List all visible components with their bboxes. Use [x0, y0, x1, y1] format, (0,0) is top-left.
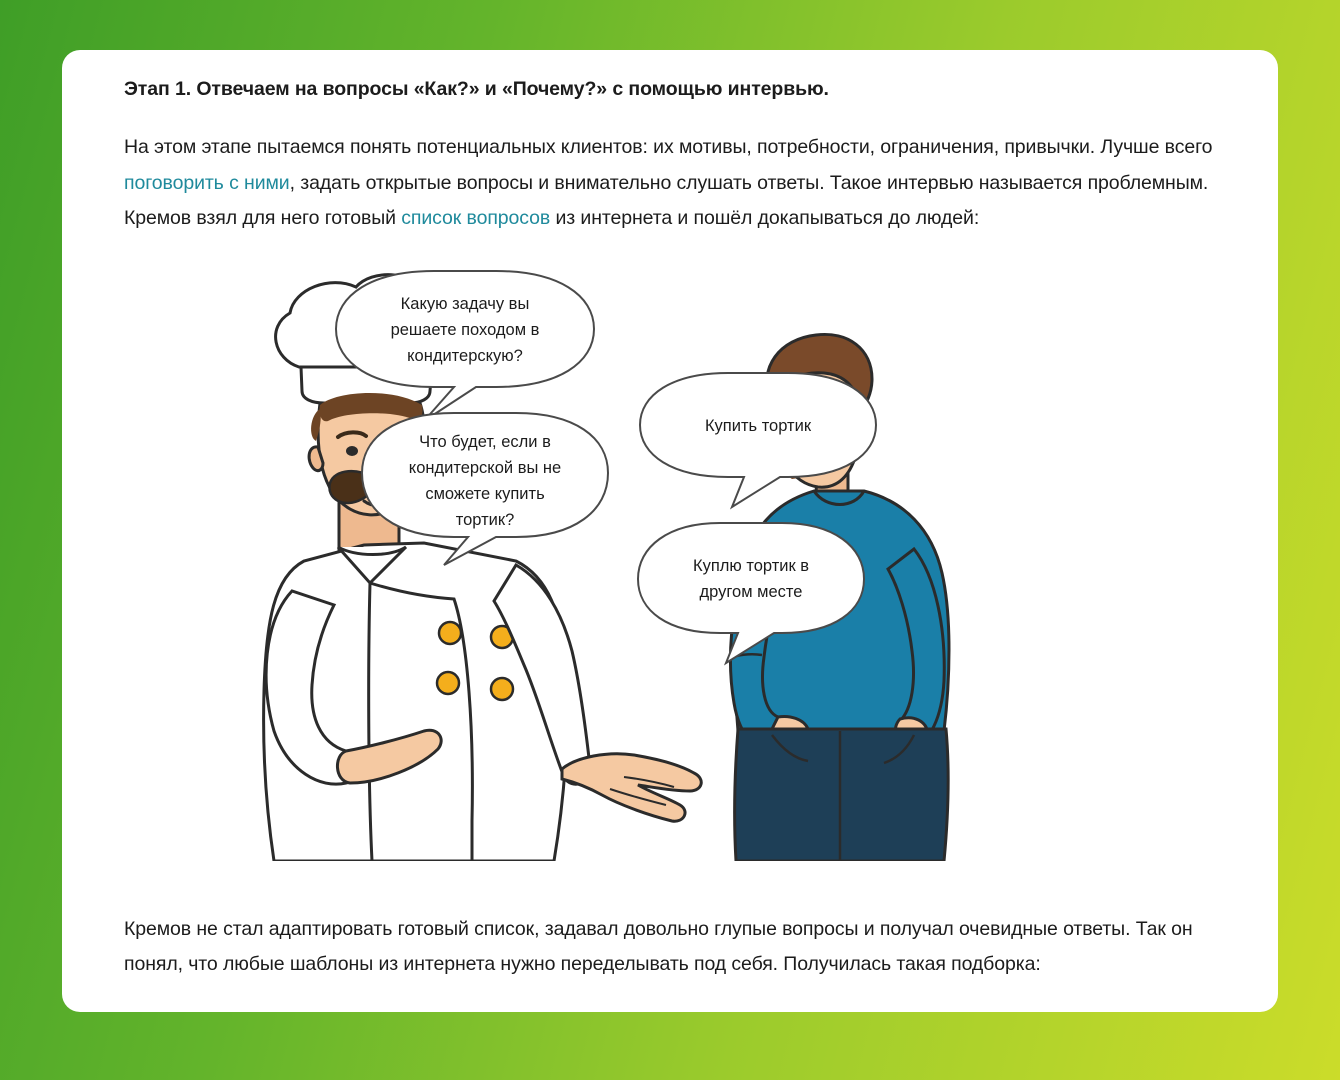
closing-paragraph: Кремов не стал адаптировать готовый список, задавал довольно глупые вопросы и получал очевидные ответы. Так он понял, что любые шаблоны из интернета нужно переделывать под себя. Получилась такая подборка: — [124, 918, 1193, 976]
bubble-line: тортик? — [455, 510, 515, 529]
content-card — [62, 50, 1278, 1012]
page-title: Этап 1. Отвечаем на вопросы «Как?» и «Почему?» с помощью интервью. — [124, 78, 829, 100]
bubble-line: кондитерской вы не — [408, 458, 562, 477]
intro-text-part-3: из интернета и пошёл докапываться до людей: — [550, 207, 980, 230]
bubble-line: Купить тортик — [704, 416, 812, 435]
link-question-list[interactable]: список вопросов — [401, 207, 551, 230]
bubble-line: решаете походом в — [390, 320, 540, 339]
bubble-line: Куплю тортик в — [692, 556, 810, 575]
intro-text-part-1: На этом этапе пытаемся понять потенциальных клиентов: их мотивы, потребности, ограничения, привычки. Лучше всего — [124, 136, 1213, 159]
intro-paragraph — [124, 130, 1216, 236]
link-talk-to-them[interactable]: поговорить с ними — [124, 171, 290, 194]
bubble-line: Что будет, если в — [419, 432, 551, 451]
card-inner — [62, 50, 1278, 861]
illustration — [124, 261, 1216, 861]
intro-text-part-2: , задать открытые вопросы и внимательно слушать ответы. Такое интервью называется проблемным. Кремов взял для него готовый — [124, 171, 1209, 230]
illustration-svg — [124, 261, 1216, 861]
bubble-line: сможете купить — [425, 484, 545, 503]
bubble-line: кондитерскую? — [407, 346, 523, 365]
bubble-line: другом месте — [699, 582, 803, 601]
bubble-line: Какую задачу вы — [400, 294, 530, 313]
